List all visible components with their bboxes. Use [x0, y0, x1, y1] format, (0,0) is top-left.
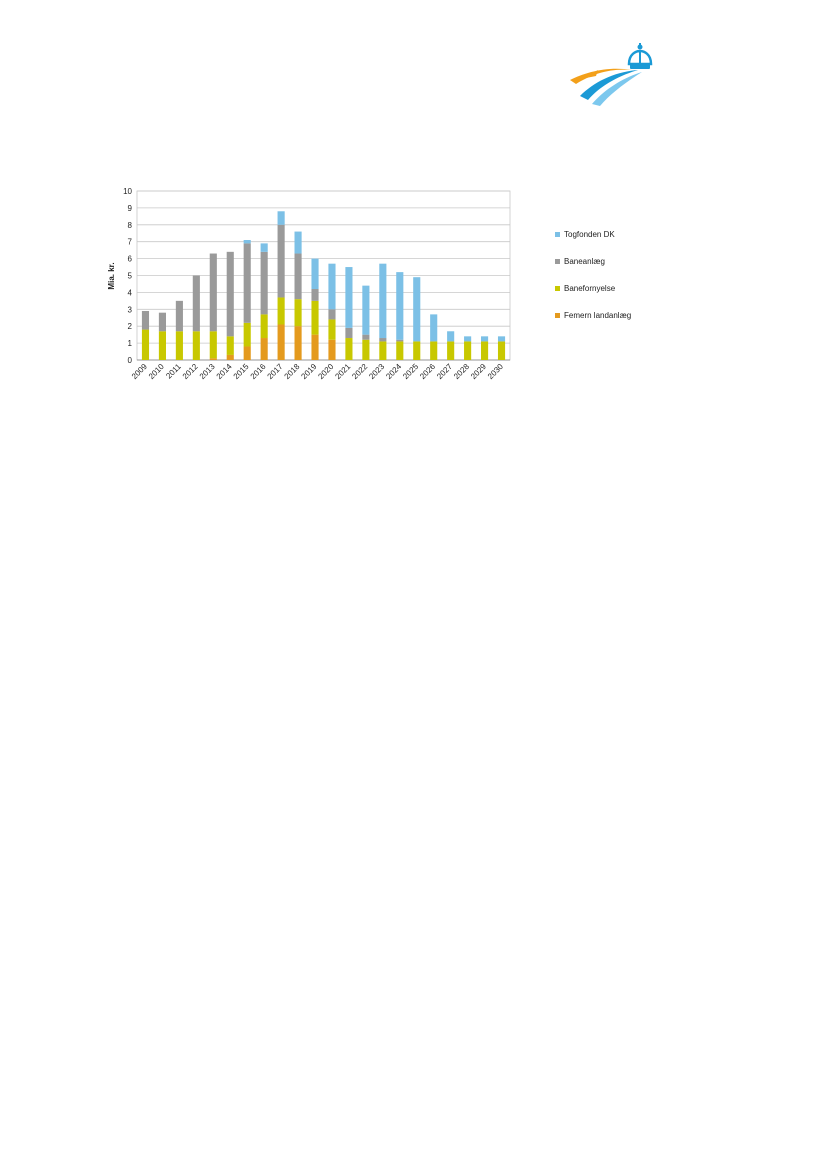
legend-entry: Banefornyelse — [564, 284, 616, 293]
bar-segment — [244, 243, 251, 322]
x-tick-label: 2019 — [299, 362, 319, 381]
bar-segment — [142, 330, 149, 360]
x-tick-label: 2022 — [350, 362, 370, 381]
bar-segment — [345, 267, 352, 328]
x-tick-label: 2017 — [265, 362, 285, 381]
legend-entry: Togfonden DK — [564, 230, 615, 239]
bar-segment — [295, 326, 302, 360]
legend-entry: Baneanlæg — [564, 257, 605, 266]
bar-segment — [464, 341, 471, 360]
bar-segment — [159, 313, 166, 332]
x-tick-label: 2018 — [282, 362, 302, 381]
bar-segment — [430, 341, 437, 360]
y-tick-label: 3 — [127, 305, 132, 315]
bar-segment — [481, 341, 488, 360]
bar-segment — [345, 338, 352, 360]
bar-segment — [396, 341, 403, 360]
y-tick-labels — [123, 187, 132, 365]
x-tick-labels — [130, 362, 505, 381]
x-tick-label: 2027 — [435, 362, 455, 381]
x-tick-label: 2024 — [384, 362, 404, 381]
x-tick-label: 2014 — [214, 362, 234, 381]
bar-segment — [481, 336, 488, 341]
bar-segment — [244, 240, 251, 243]
bar-segment — [295, 254, 302, 300]
bar-segment — [244, 346, 251, 360]
legend — [555, 230, 631, 320]
bar-segment — [210, 254, 217, 332]
bar-segment — [261, 314, 268, 338]
bar-segment — [328, 340, 335, 360]
legend-swatch — [555, 259, 560, 264]
bar-segment — [328, 309, 335, 319]
bar-segment — [447, 341, 454, 360]
x-tick-label: 2011 — [164, 362, 183, 381]
bar-segment — [193, 331, 200, 360]
y-axis-title: Mia. kr. — [107, 262, 116, 290]
bars — [142, 211, 505, 360]
x-tick-label: 2021 — [333, 362, 353, 381]
bar-segment — [176, 301, 183, 331]
x-tick-label: 2015 — [231, 362, 251, 381]
bar-segment — [328, 264, 335, 310]
bar-segment — [142, 311, 149, 330]
bar-segment — [413, 341, 420, 360]
bar-segment — [498, 336, 505, 341]
bar-segment — [261, 243, 268, 251]
y-tick-label: 7 — [127, 237, 132, 247]
bar-segment — [464, 336, 471, 341]
x-tick-label: 2023 — [367, 362, 387, 381]
bar-segment — [244, 323, 251, 347]
y-tick-label: 5 — [127, 271, 132, 281]
bar-segment — [379, 264, 386, 338]
bar-segment — [278, 225, 285, 298]
bar-segment — [379, 341, 386, 360]
bar-segment — [278, 211, 285, 225]
bar-segment — [227, 355, 234, 360]
bar-segment — [159, 331, 166, 360]
bar-segment — [498, 341, 505, 360]
x-tick-label: 2028 — [452, 362, 472, 381]
y-tick-label: 4 — [127, 288, 132, 298]
bar-segment — [379, 338, 386, 341]
bar-segment — [176, 331, 183, 360]
x-tick-label: 2012 — [180, 362, 200, 381]
bar-segment — [227, 252, 234, 337]
stacked-bar-chart — [100, 180, 660, 405]
bar-segment — [261, 252, 268, 315]
bar-segment — [295, 299, 302, 326]
x-tick-label: 2026 — [418, 362, 438, 381]
crown-icon — [629, 43, 651, 69]
y-tick-label: 0 — [127, 356, 132, 365]
bar-segment — [311, 259, 318, 289]
bar-segment — [278, 297, 285, 324]
x-tick-label: 2009 — [129, 362, 149, 381]
y-tick-label: 10 — [123, 187, 132, 196]
bar-segment — [362, 335, 369, 340]
bar-segment — [430, 314, 437, 341]
bar-segment — [261, 338, 268, 360]
legend-entry: Femern landanlæg — [564, 311, 632, 320]
x-tick-label: 2013 — [197, 362, 217, 381]
bar-segment — [210, 358, 217, 360]
x-tick-label: 2030 — [485, 362, 505, 381]
bar-segment — [345, 328, 352, 338]
x-tick-label: 2029 — [469, 362, 488, 381]
bar-segment — [311, 301, 318, 335]
legend-swatch — [555, 232, 560, 237]
legend-swatch — [555, 286, 560, 291]
bar-segment — [193, 276, 200, 332]
y-tick-label: 8 — [127, 220, 132, 230]
x-tick-label: 2025 — [401, 362, 421, 381]
bar-segment — [362, 286, 369, 335]
bar-segment — [362, 340, 369, 360]
x-tick-label: 2010 — [146, 362, 166, 381]
y-tick-label: 9 — [127, 203, 132, 213]
bar-segment — [396, 340, 403, 342]
y-tick-label: 2 — [127, 322, 132, 332]
bar-segment — [447, 331, 454, 341]
bar-segment — [295, 232, 302, 254]
y-tick-label: 6 — [127, 254, 132, 264]
bar-segment — [396, 272, 403, 340]
bar-segment — [311, 335, 318, 360]
x-tick-label: 2016 — [248, 362, 268, 381]
bar-segment — [328, 319, 335, 339]
logo-icon — [566, 42, 658, 108]
x-tick-label: 2020 — [316, 362, 336, 381]
bar-segment — [311, 289, 318, 301]
bar-segment — [413, 277, 420, 341]
bar-segment — [210, 331, 217, 358]
legend-swatch — [555, 313, 560, 318]
bar-segment — [278, 325, 285, 360]
y-tick-label: 1 — [127, 339, 132, 349]
bar-segment — [227, 336, 234, 355]
